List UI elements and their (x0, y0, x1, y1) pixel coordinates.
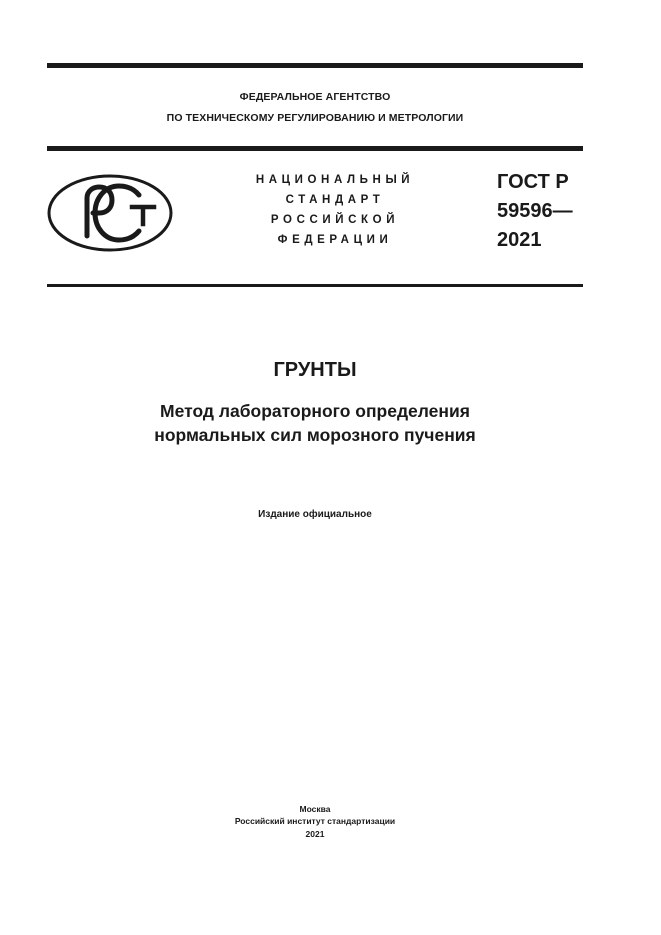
standard-type-line-1: НАЦИОНАЛЬНЫЙ (255, 174, 415, 186)
imprint-city: Москва (299, 804, 331, 814)
gost-r-certification-mark-icon (47, 174, 173, 252)
imprint-publisher: Российский институт стандартизации (234, 816, 396, 826)
document-subtitle-line-2: нормальных сил морозного пучения (154, 425, 476, 445)
document-title: ГРУНТЫ (273, 359, 357, 381)
middle-rule (47, 146, 583, 151)
top-rule (47, 63, 583, 68)
standard-type-line-4: ФЕДЕРАЦИИ (277, 234, 393, 246)
agency-name-line-2: ПО ТЕХНИЧЕСКОМУ РЕГУЛИРОВАНИЮ И МЕТРОЛОГИИ (166, 112, 464, 124)
standard-type-line-2: СТАНДАРТ (285, 194, 385, 206)
document-subtitle-line-1: Метод лабораторного определения (160, 401, 470, 421)
standard-designation-line-1: ГОСТ Р (497, 171, 569, 193)
bottom-rule (47, 284, 583, 287)
standard-type-line-3: РОССИЙСКОЙ (270, 214, 400, 226)
edition-label: Издание официальное (258, 509, 372, 520)
imprint-year: 2021 (305, 829, 325, 839)
standard-designation-line-2: 59596— (497, 200, 573, 222)
standard-designation-line-3: 2021 (497, 229, 542, 251)
agency-name-line-1: ФЕДЕРАЛЬНОЕ АГЕНТСТВО (239, 91, 391, 103)
